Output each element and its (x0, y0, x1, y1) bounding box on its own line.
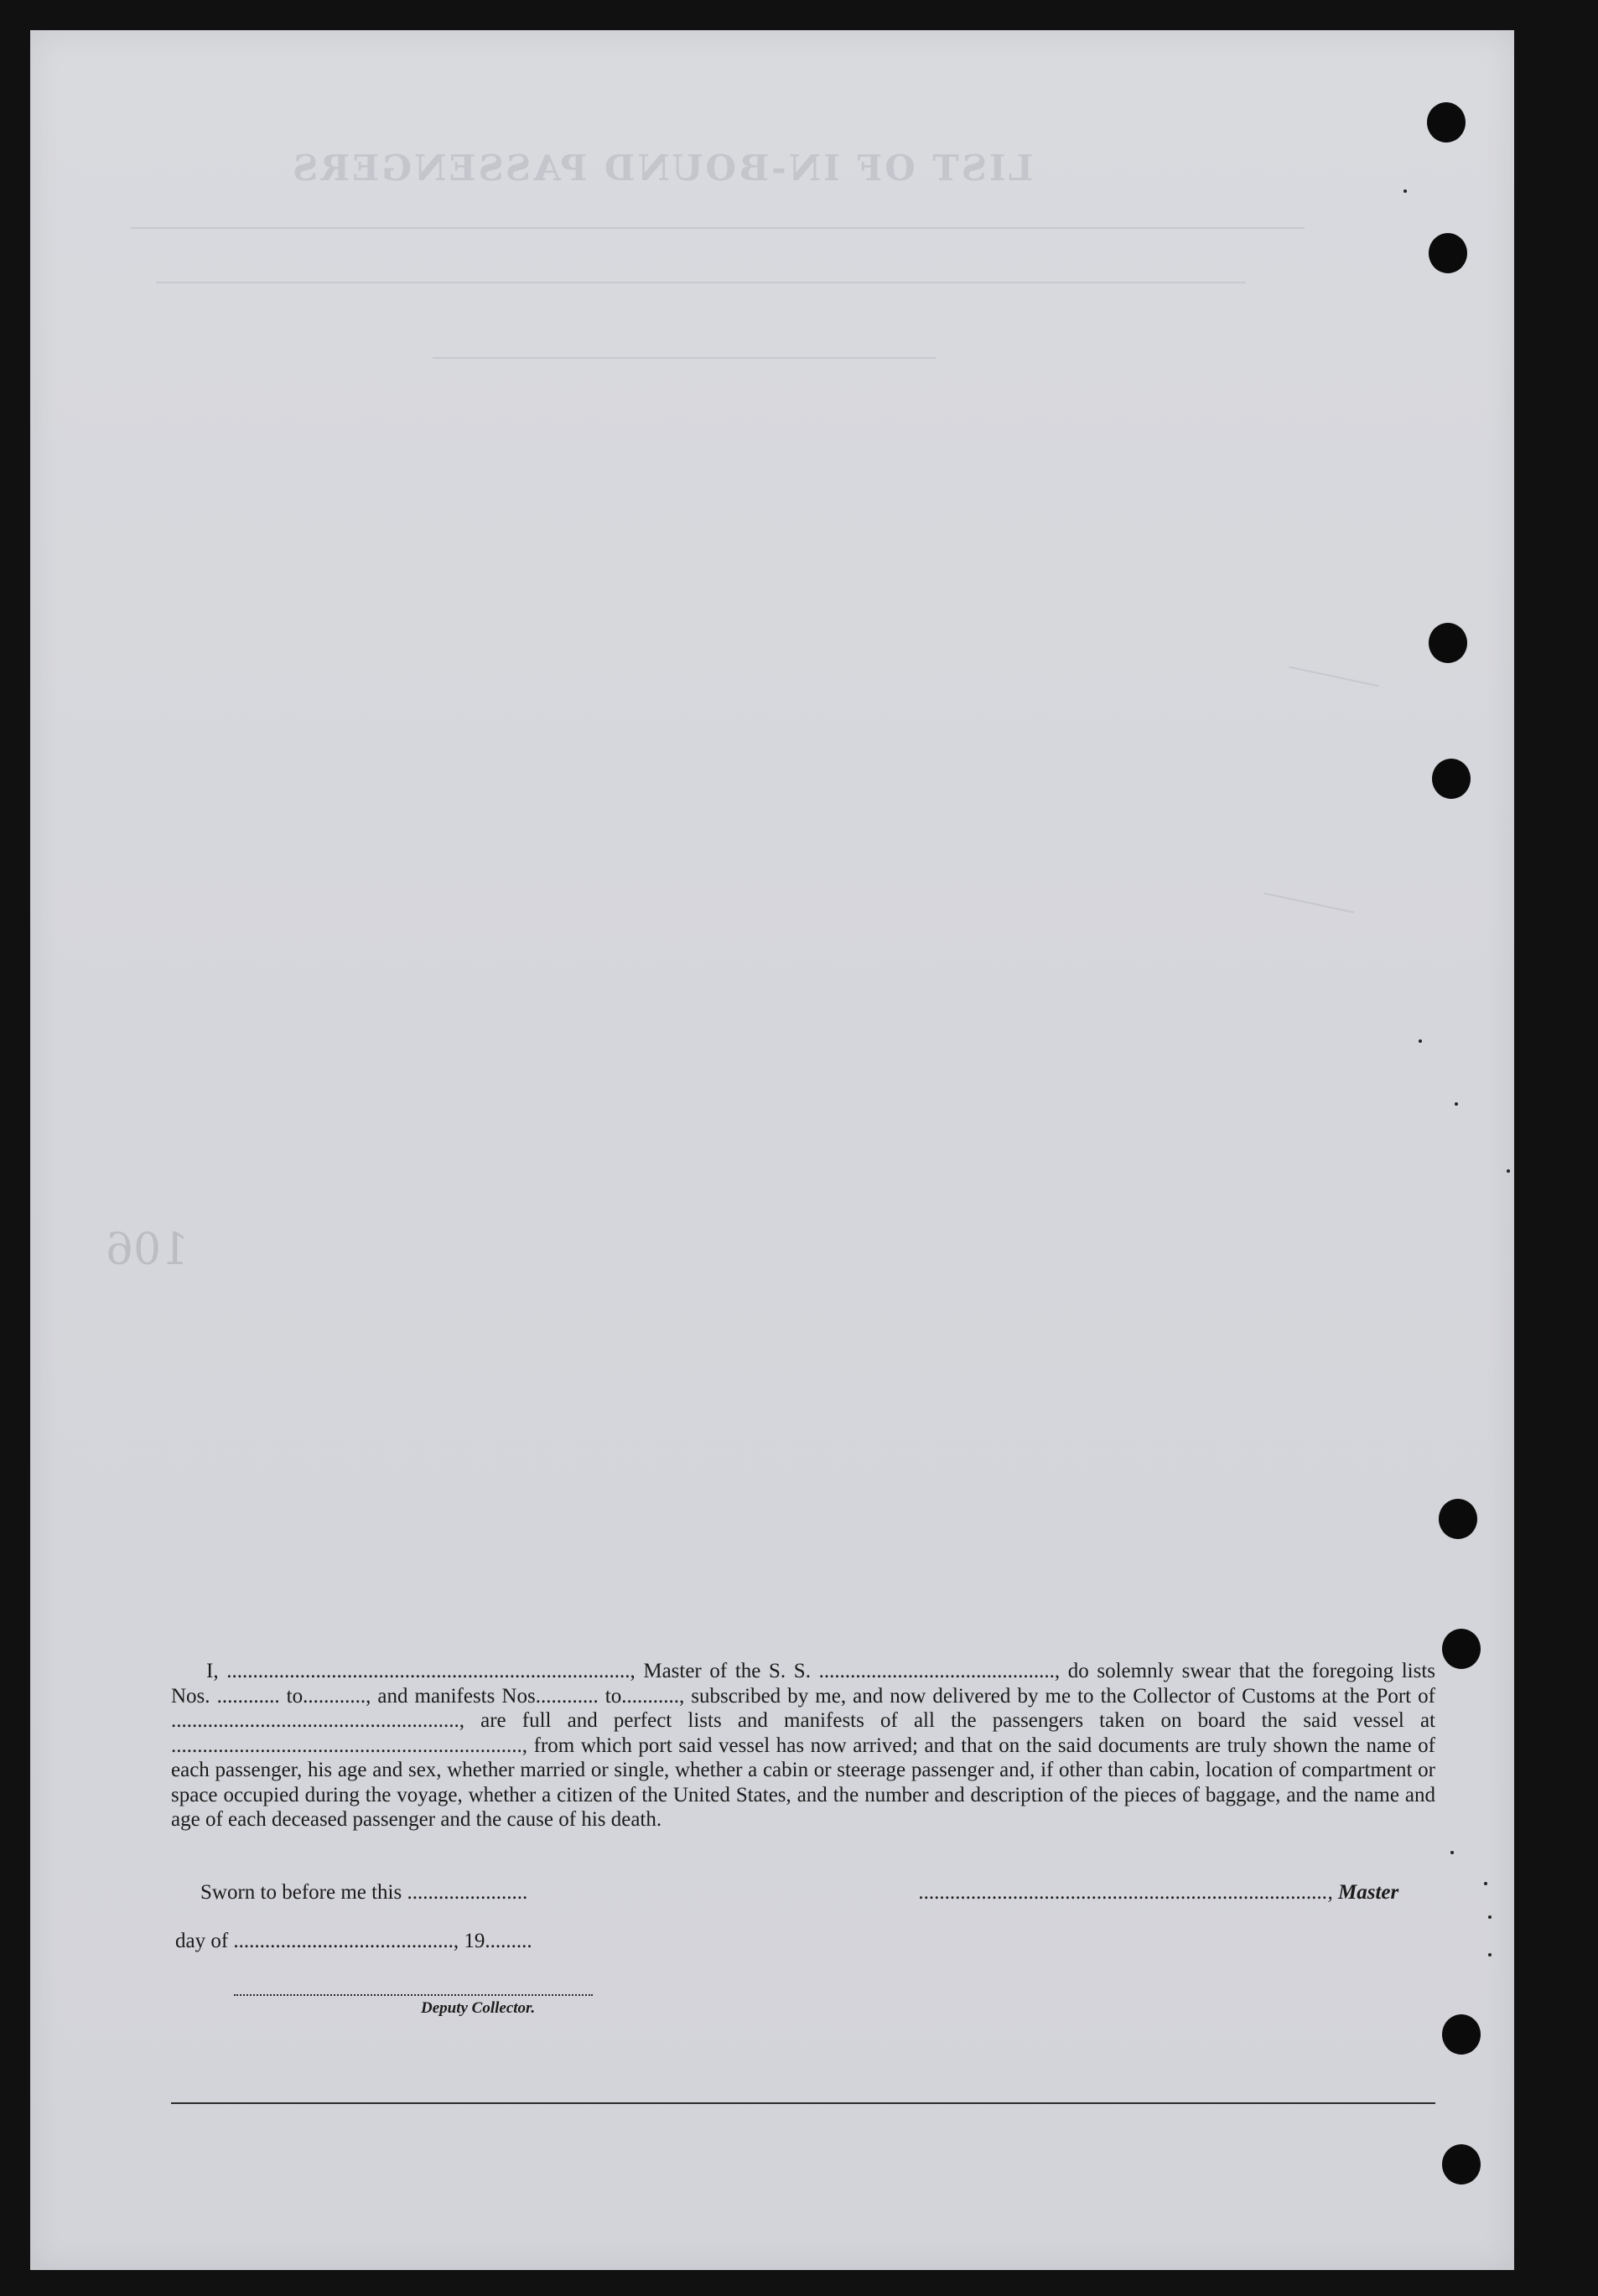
speck (1488, 1953, 1492, 1957)
deputy-collector-label: Deputy Collector. (421, 1999, 536, 2017)
speck (1488, 1915, 1492, 1919)
oath-paragraph: I, ............................................................................., Master of the S. S. ............................................., do solemnly swear that the foregoing lists Nos. ............ to............, and manifests Nos............ to..........., subscribed by me, and now delivered by me to the Collector of Customs at the Port of ......................................................., are full and perfect lists and manifests of all the passengers taken on board the said vessel at ..................................................................., from which port said vessel has now arrived; and that on the said documents are truly shown the name of each passenger, his age and sex, whether married or single, whether a cabin or steerage passenger and, if other than cabin, location of compartment or space occupied during the voyage, whether a citizen of the United States, and the number and description of the pieces of baggage, and the name and age of each deceased passenger and the cause of his death. (171, 1660, 1435, 1831)
punch-hole (1442, 2014, 1481, 2055)
oath-statement (171, 1659, 1435, 1832)
speck (1419, 1039, 1422, 1043)
punch-hole (1442, 2144, 1481, 2185)
speck (1450, 1851, 1454, 1854)
speck (1507, 1169, 1510, 1173)
bleedthrough-rule (131, 227, 1305, 229)
bleedthrough-rule (433, 357, 936, 359)
bleedthrough-rule (156, 282, 1246, 283)
master-signature-line (919, 1881, 1398, 1905)
sworn-line: Sworn to before me this ....................... (200, 1881, 528, 1904)
document-page (30, 30, 1514, 2270)
bleedthrough-rule (1263, 893, 1354, 914)
bleedthrough-header: LIST OF IN-BOUND PASSENGERS (290, 148, 1034, 189)
speck (1403, 189, 1407, 193)
master-label: Master (1338, 1881, 1399, 1904)
speck (1455, 1102, 1458, 1106)
master-signature-dots: .............................................................................., (919, 1881, 1333, 1904)
punch-hole (1427, 102, 1466, 143)
punch-hole (1429, 233, 1467, 273)
deputy-signature-line (234, 1994, 593, 1996)
punch-hole (1439, 1499, 1477, 1539)
punch-hole (1442, 1629, 1481, 1669)
bottom-rule (171, 2102, 1435, 2104)
day-of-line: day of .........................................., 19......... (175, 1930, 532, 1952)
bleedthrough-rule (1289, 666, 1379, 687)
bleedthrough-page-number: 106 (106, 1225, 189, 1275)
punch-hole (1432, 759, 1471, 799)
speck (1484, 1882, 1487, 1885)
punch-hole (1429, 623, 1467, 663)
